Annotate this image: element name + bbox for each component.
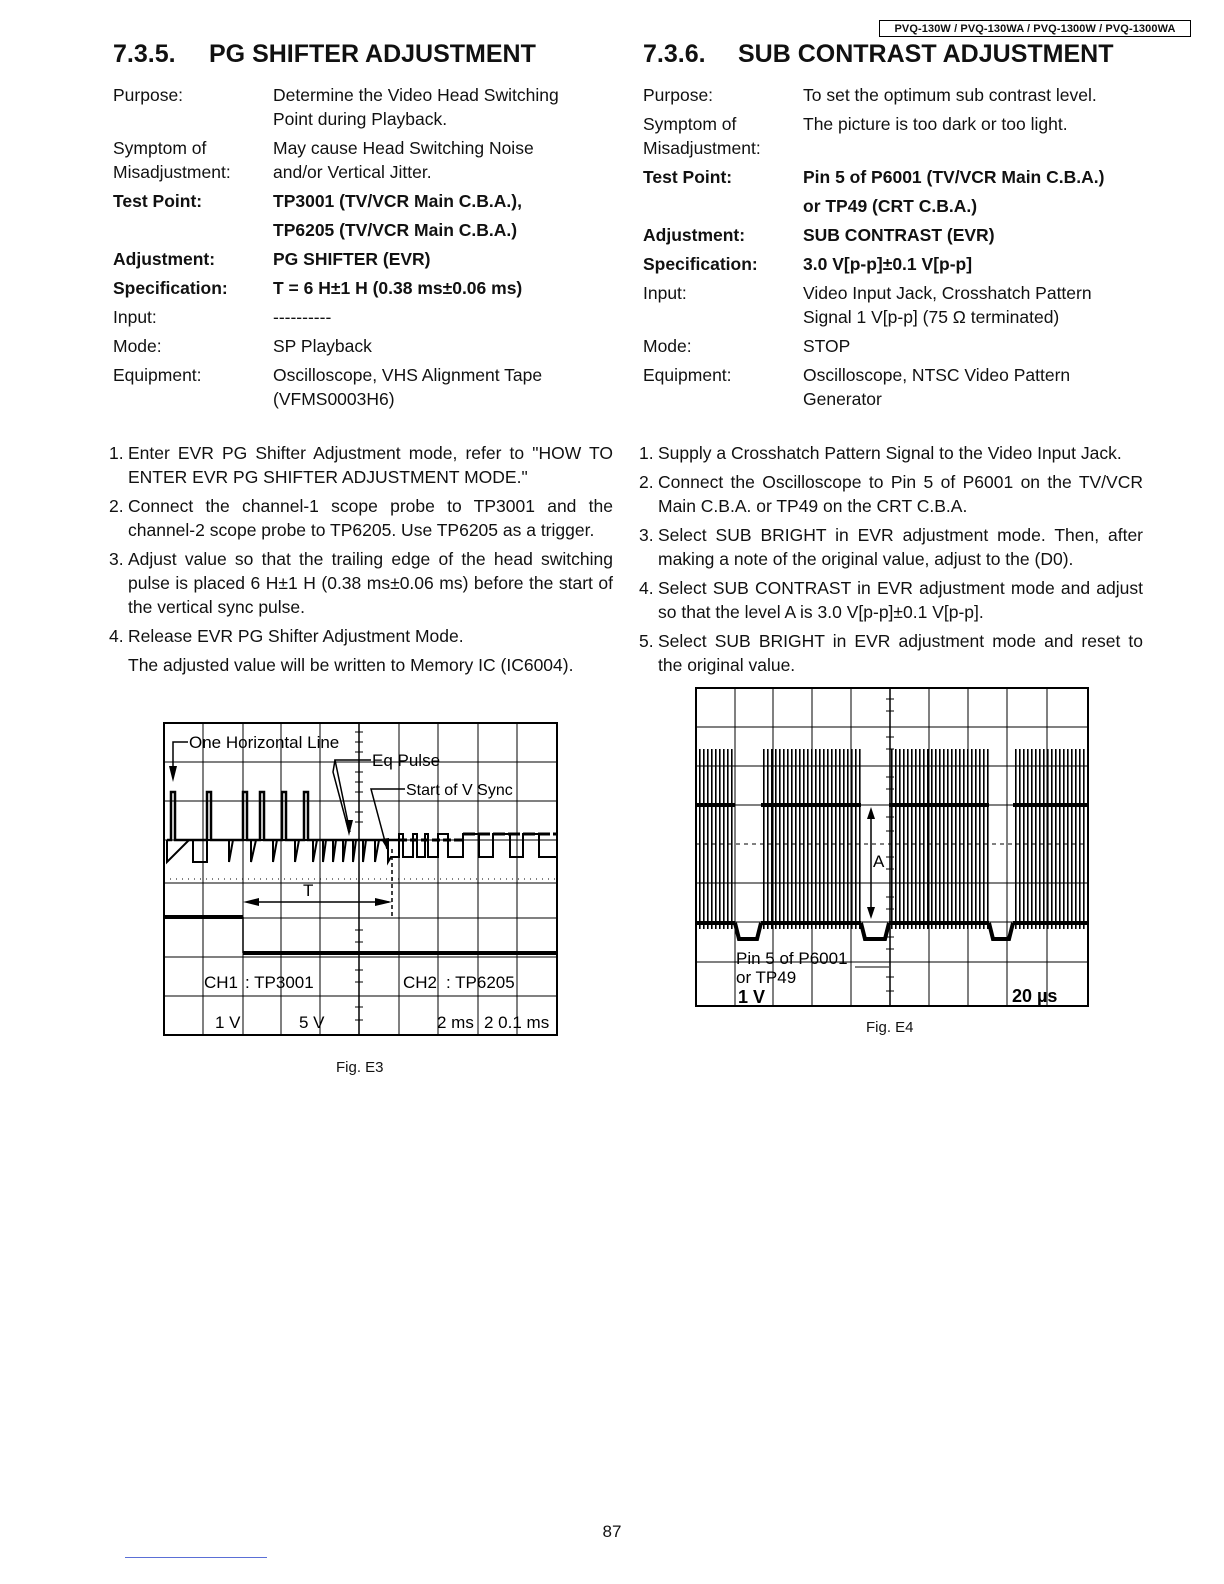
procedure-steps (639, 441, 1143, 677)
label-start-vsync: Start of V Sync (406, 782, 513, 799)
page-number: 87 (602, 1522, 622, 1541)
section-pg-shifter (109, 40, 613, 677)
list-item: 4. Release EVR PG Shifter Adjustment Mode. (109, 626, 464, 646)
list-item: 5. Select SUB BRIGHT in EVR adjustment mode and reset to the original value. (639, 631, 1143, 675)
figure-e3 (163, 722, 559, 1038)
label-time2: 2 0.1 ms (484, 1013, 550, 1032)
section-title: 7.3.5. PG SHIFTER ADJUSTMENT (113, 40, 536, 68)
crosshatch-waveform (697, 749, 1087, 929)
label-volts1: 1 V (215, 1013, 241, 1032)
model-header: PVQ-130W / PVQ-130WA / PVQ-1300W / PVQ-1300WA (879, 20, 1191, 37)
label-tp: or TP49 (736, 968, 797, 987)
label-time: 20 µs (1012, 986, 1058, 1006)
label-time1: 2 ms (437, 1013, 474, 1032)
label-eq-pulse: Eq Pulse (372, 751, 441, 770)
label-pin: Pin 5 of P6001 (736, 949, 848, 968)
label-t: T (303, 881, 314, 900)
footer-link-underline (125, 1557, 267, 1558)
list-item: 2. Connect the channel-1 scope probe to TP3001 and the channel-2 scope probe to TP6205. Use TP6205 as a trigger. (109, 496, 613, 540)
label-ch2-tp: : TP6205 (446, 973, 515, 992)
figure-e4 (695, 687, 1091, 1009)
spec-table: Purpose: To set the optimum sub contrast level. Symptom of Misadjustment: The picture is too dark or too light. Test Point: Pin 5 of P6001 (TV/VCR Main C.B.A.) or TP49 (CRT C.B.A.) Adjustment: SUB CONTRAST (EVR) Specification: 3.0 V[p-p]±0.1 V[p-p] Input: Video Input Jack, Crosshatch Pattern Signal 1 V[p-p] (75 Ω terminated) Mode: STOP Equipment: Oscilloscope, NTSC Video Pattern Generator (643, 85, 1105, 409)
list-item: 3. Select SUB BRIGHT in EVR adjustment mode. Then, after making a note of the original value, adjust to the (D0). (639, 525, 1143, 569)
memory-note: The adjusted value will be written to Memory IC (IC6004). (128, 655, 574, 675)
section-title: 7.3.6. SUB CONTRAST ADJUSTMENT (643, 40, 1114, 68)
figure-caption-e3: Fig. E3 (336, 1059, 384, 1076)
section-sub-contrast (639, 40, 1143, 682)
label-ch1-tp: : TP3001 (245, 973, 314, 992)
procedure-steps (109, 441, 613, 648)
list-item: 1. Supply a Crosshatch Pattern Signal to the Video Input Jack. (639, 443, 1122, 463)
spec-table: Purpose: Determine the Video Head Switching Point during Playback. Symptom of Misadjustment: May cause Head Switching Noise and/or Vertical Jitter. Test Point: TP3001 (TV/VCR Main C.B.A.), TP6205 (TV/VCR Main C.B.A.) Adjustment: PG SHIFTER (EVR) Specification: T = 6 H±1 H (0.38 ms±0.06 ms) Input: ---------- Mode: SP Playback Equipment: Oscilloscope, VHS Alignment Tape (VFMS0003H6) (113, 85, 559, 409)
label-one-horizontal-line: One Horizontal Line (189, 733, 340, 752)
figure-caption-e4: Fig. E4 (866, 1019, 914, 1036)
label-ch1: CH1 (204, 973, 239, 992)
label-volts2: 5 V (299, 1013, 325, 1032)
label-volts: 1 V (738, 987, 766, 1007)
label-a: A (873, 852, 885, 871)
list-item: 4. Select SUB CONTRAST in EVR adjustment mode and adjust so that the level A is 3.0 V[p-p]±0.1 V[p-p]. (639, 578, 1143, 622)
list-item: 1. Enter EVR PG Shifter Adjustment mode, refer to "HOW TO ENTER EVR PG SHIFTER ADJUSTMENT MODE." (109, 443, 613, 487)
list-item: 3. Adjust value so that the trailing edge of the head switching pulse is placed 6 H±1 H (0.38 ms±0.06 ms) before the start of the vertical sync pulse. (109, 549, 613, 617)
list-item: 2. Connect the Oscilloscope to Pin 5 of P6001 on the TV/VCR Main C.B.A. or TP49 on the CRT C.B.A. (639, 472, 1143, 516)
label-ch2: CH2 (403, 973, 438, 992)
